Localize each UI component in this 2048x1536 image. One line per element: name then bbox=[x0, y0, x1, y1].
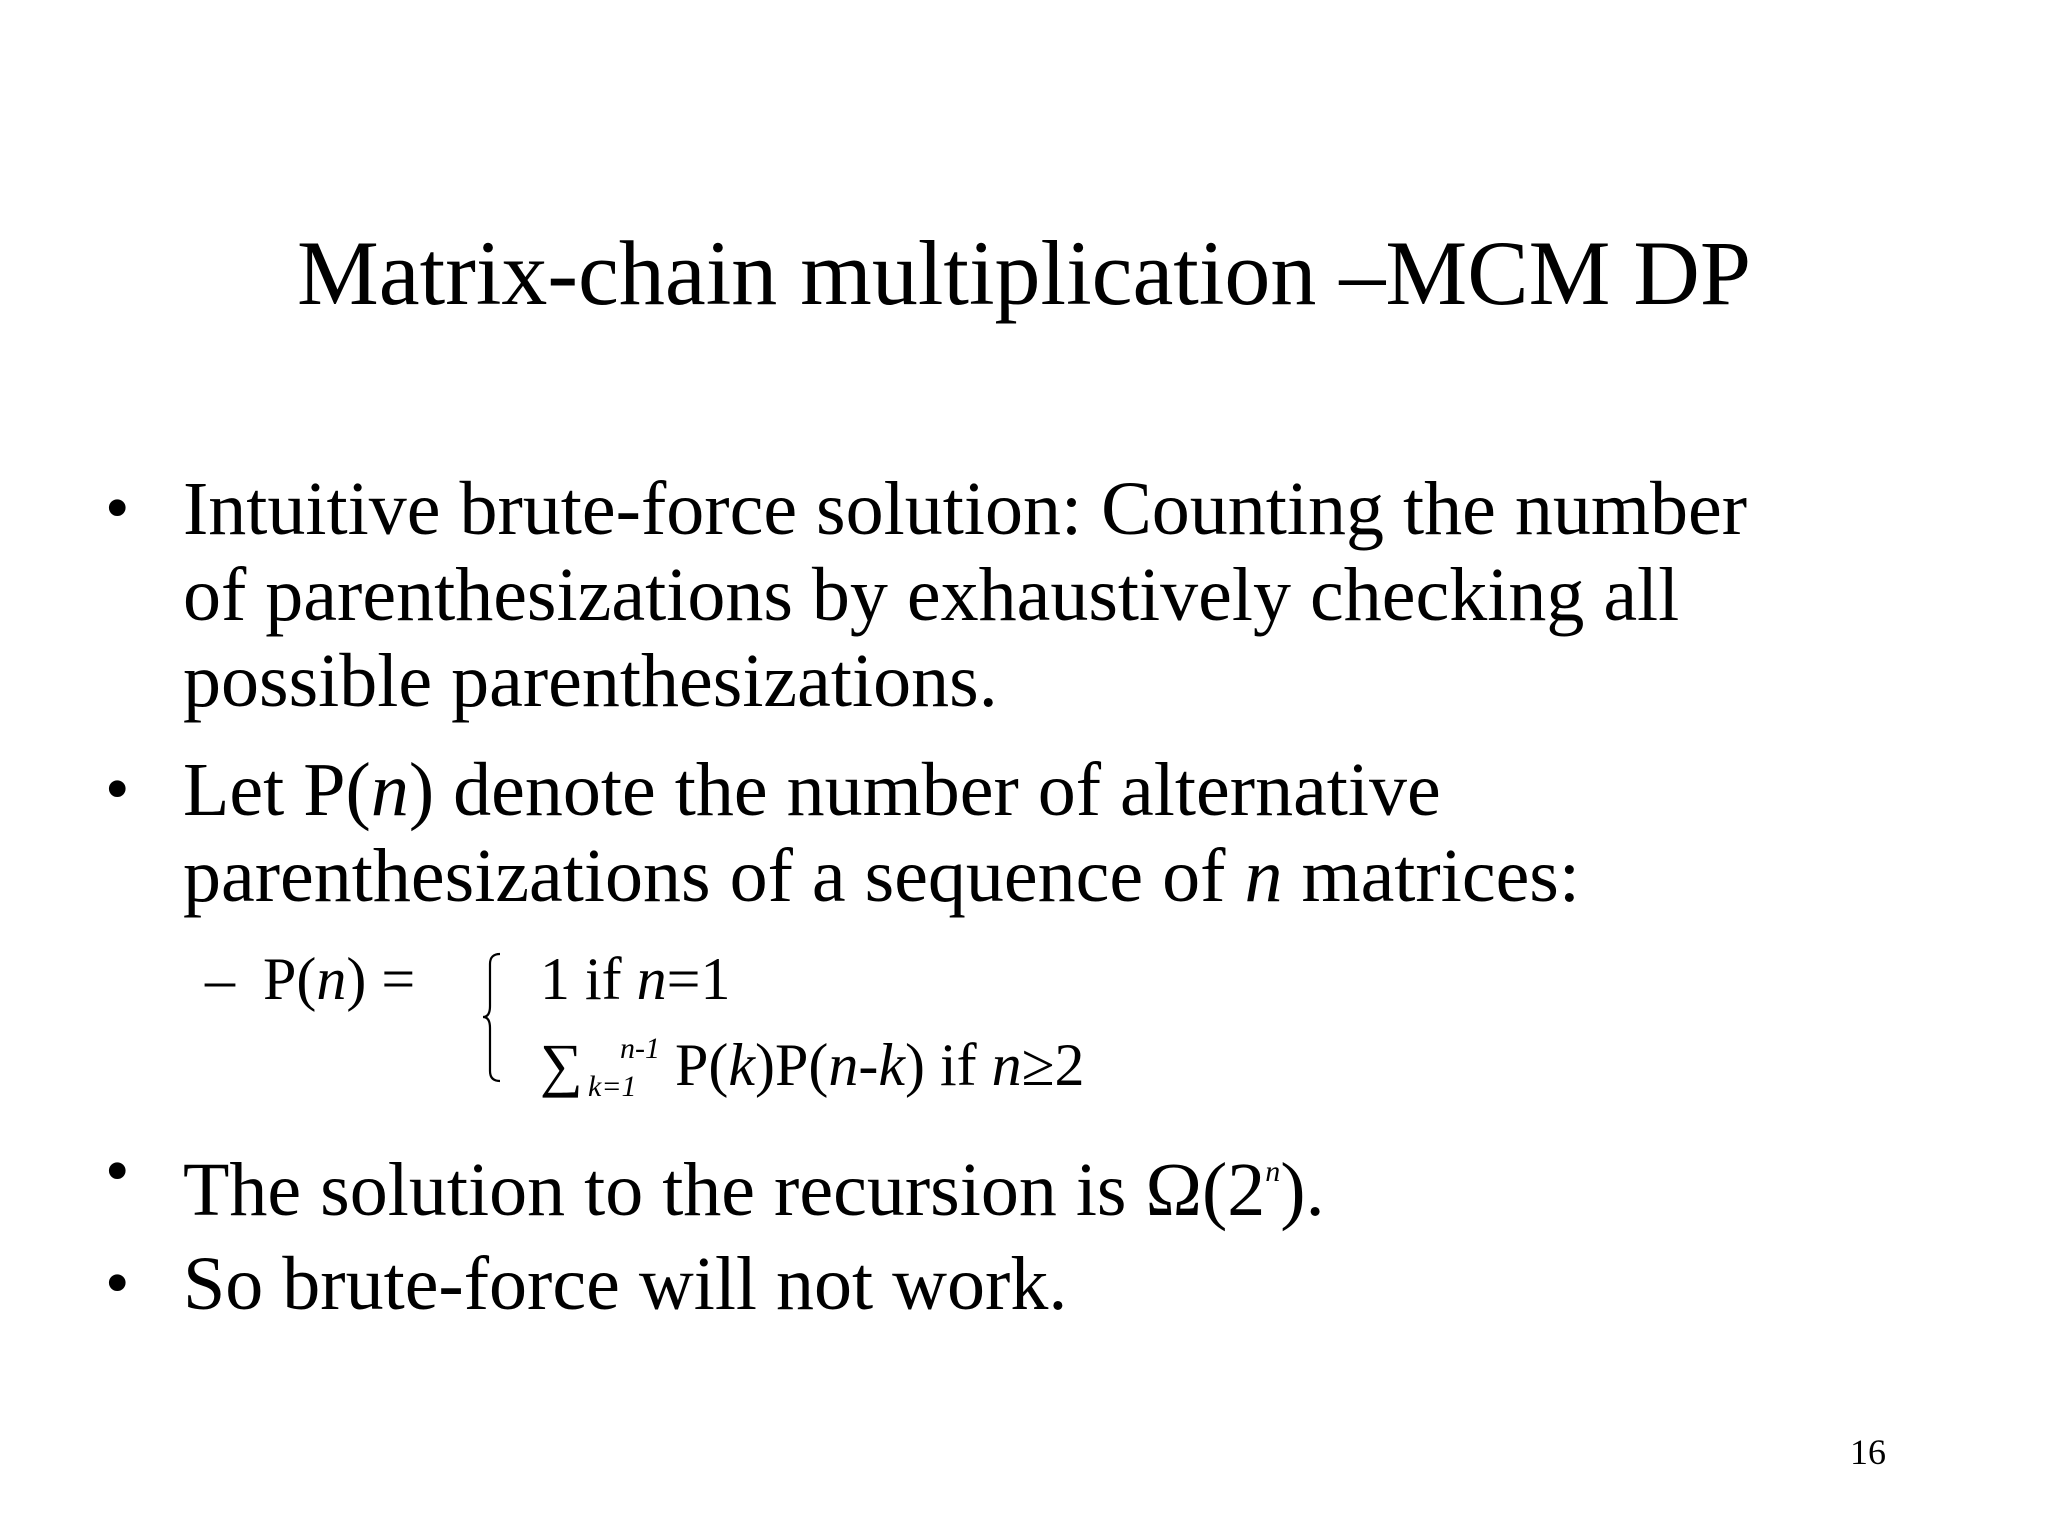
italic-variable: k bbox=[878, 1032, 905, 1098]
bullet-conclusion bbox=[105, 1241, 1943, 1327]
text-segment: parenthesizations of a sequence of bbox=[183, 834, 1245, 918]
text-segment: )P( bbox=[755, 1032, 829, 1098]
italic-variable: k bbox=[728, 1032, 755, 1098]
summation-lower-bound: k=1 bbox=[588, 1070, 637, 1103]
summation bbox=[540, 1030, 660, 1103]
italic-variable: n bbox=[1244, 834, 1283, 918]
left-brace bbox=[480, 950, 506, 1085]
summation-upper-bound: n-1 bbox=[620, 1032, 660, 1065]
italic-variable: n bbox=[991, 1032, 1022, 1098]
bullet-dot: • bbox=[105, 470, 130, 547]
sub-bullet-dash: – bbox=[205, 946, 235, 1012]
text-segment: Let P( bbox=[183, 748, 371, 832]
bullet-line bbox=[183, 747, 1943, 833]
bullet-line: of parenthesizations by exhaustively checking all bbox=[183, 553, 1680, 637]
formula-case-base bbox=[540, 944, 731, 1014]
text-segment: ≥2 bbox=[1021, 1032, 1085, 1098]
italic-variable: n bbox=[370, 748, 409, 832]
text-segment: P( bbox=[660, 1032, 729, 1098]
italic-variable: n bbox=[636, 946, 667, 1012]
bullet-text: So brute-force will not work. bbox=[183, 1242, 1068, 1326]
text-segment: matrices: bbox=[1282, 834, 1580, 918]
text-segment: 1 if bbox=[540, 946, 637, 1012]
superscript-n: n bbox=[1265, 1155, 1281, 1188]
text-segment: ) = bbox=[346, 946, 416, 1012]
text-segment: The solution to the recursion is Ω(2 bbox=[183, 1148, 1266, 1232]
bullet-brute-force bbox=[105, 466, 1943, 724]
bullet-line: possible parenthesizations. bbox=[183, 639, 998, 723]
bullet-line bbox=[183, 833, 1943, 919]
bullet-dot: • bbox=[105, 751, 130, 828]
text-segment: - bbox=[858, 1032, 879, 1098]
formula-lhs bbox=[205, 944, 415, 1014]
text-segment: ) if bbox=[904, 1032, 992, 1098]
italic-variable: n bbox=[316, 946, 347, 1012]
sigma-symbol: ∑ bbox=[540, 1032, 583, 1098]
text-segment: =1 bbox=[666, 946, 731, 1012]
italic-variable: n bbox=[828, 1032, 859, 1098]
formula-case-recursive bbox=[540, 1030, 1085, 1103]
text-segment: P( bbox=[263, 946, 317, 1012]
slide-title: Matrix-chain multiplication –MCM DP bbox=[297, 222, 1751, 324]
bullet-line: Intuitive brute-force solution: Counting the number bbox=[183, 467, 1748, 551]
bullet-dot: • bbox=[105, 1133, 130, 1210]
text-segment: ). bbox=[1280, 1148, 1325, 1232]
bullet-dot: • bbox=[105, 1245, 130, 1322]
page-number: 16 bbox=[1850, 1432, 1886, 1472]
bullet-recursion-solution bbox=[105, 1129, 1943, 1233]
bullet-p-of-n-definition bbox=[105, 747, 1943, 919]
text-segment: ) denote the number of alternative bbox=[408, 748, 1441, 832]
